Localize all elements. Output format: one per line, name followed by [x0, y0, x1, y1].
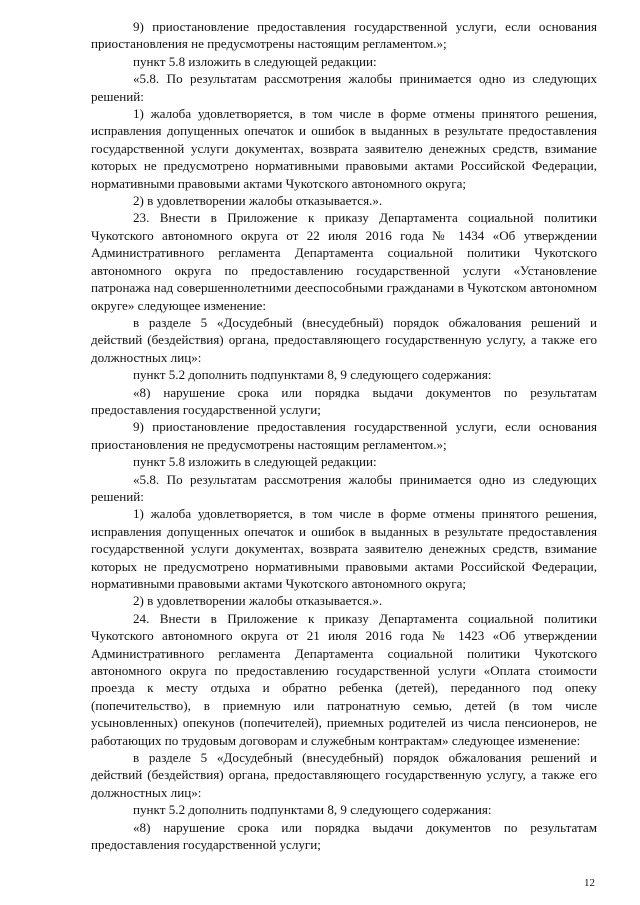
paragraph-18: «8) нарушение срока или порядка выдачи документов по результатам предоставления государственной услуги;: [91, 819, 597, 853]
paragraph-5: 2) в удовлетворении жалобы отказывается.».: [133, 193, 383, 209]
paragraph-1: 9) приостановление предоставления государственной услуги, если основания приостановления не предусмотрены настоящим регламентом.»;: [91, 19, 597, 52]
paragraph-15: 24. Внести в Приложение к приказу Департамента социальной политики Чукотского автономного округа от 21 июля 2016 года № 1423 «Об утверждении Административного регламента Департамента социальной политики Чукотского автономного округа по предоставлению государственной услуги «Оплата стоимости проезда к месту отдыха и обратно ребенка (детей), переданного под опеку (попечительство), в приемную или патронатную семью, детей (в том числе усыновленных) опекунов (попечителей), приемных родителей из числа пенсионеров, не работающих по трудовым договорам и служебным контрактам» следующее изменение:: [91, 610, 597, 748]
paragraph-3: «5.8. По результатам рассмотрения жалобы принимается одно из следующих решений:: [91, 71, 597, 104]
paragraph-8: пункт 5.2 дополнить подпунктами 8, 9 следующего содержания:: [133, 367, 492, 383]
paragraph-9: «8) нарушение срока или порядка выдачи документов по результатам предоставления государственной услуги;: [91, 384, 597, 417]
paragraph-13: 1) жалоба удовлетворяется, в том числе в форме отмены принятого решения, исправления допущенных опечаток и ошибок в выданных в результате предоставления государственной услуги документах, возврата заявителю денежных средств, взимание которых не предусмотрено нормативными правовыми актами Российской Федерации, нормативными правовыми актами Чукотского автономного округа;: [91, 506, 597, 591]
paragraph-11: пункт 5.8 изложить в следующей редакции:: [133, 454, 377, 470]
paragraph-12: «5.8. По результатам рассмотрения жалобы принимается одно из следующих решений:: [91, 471, 597, 504]
paragraph-6: 23. Внести в Приложение к приказу Департамента социальной политики Чукотского автономного округа от 22 июля 2016 года № 1434 «Об утверждении Административного регламента Департамента социальной политики Чукотского автономного округа по предоставлению государственной услуги «Установление патронажа над совершеннолетними дееспособными гражданами в Чукотском автономном округе» следующее изменение:: [91, 210, 597, 313]
paragraph-17: пункт 5.2 дополнить подпунктами 8, 9 следующего содержания:: [133, 802, 492, 818]
paragraph-4: 1) жалоба удовлетворяется, в том числе в форме отмены принятого решения, исправления допущенных опечаток и ошибок в выданных в результате предоставления государственной услуги документах, возврата заявителю денежных средств, взимание которых не предусмотрено нормативными правовыми актами Российской Федерации, нормативными правовыми актами Чукотского автономного округа;: [91, 106, 597, 191]
paragraph-7: в разделе 5 «Досудебный (внесудебный) порядок обжалования решений и действий (бездействия) органа, предоставляющего государственную услугу, а также его должностных лиц»:: [91, 314, 597, 365]
paragraph-16: в разделе 5 «Досудебный (внесудебный) порядок обжалования решений и действий (бездействия) органа, предоставляющего государственную услугу, а также его должностных лиц»:: [91, 750, 597, 800]
paragraph-10: 9) приостановление предоставления государственной услуги, если основания приостановления не предусмотрены настоящим регламентом.»;: [91, 419, 597, 452]
paragraph-14: 2) в удовлетворении жалобы отказывается.».: [133, 593, 383, 609]
paragraph-2: пункт 5.8 изложить в следующей редакции:: [133, 53, 377, 69]
page-number: 12: [584, 877, 595, 889]
document-body: [91, 18, 597, 854]
